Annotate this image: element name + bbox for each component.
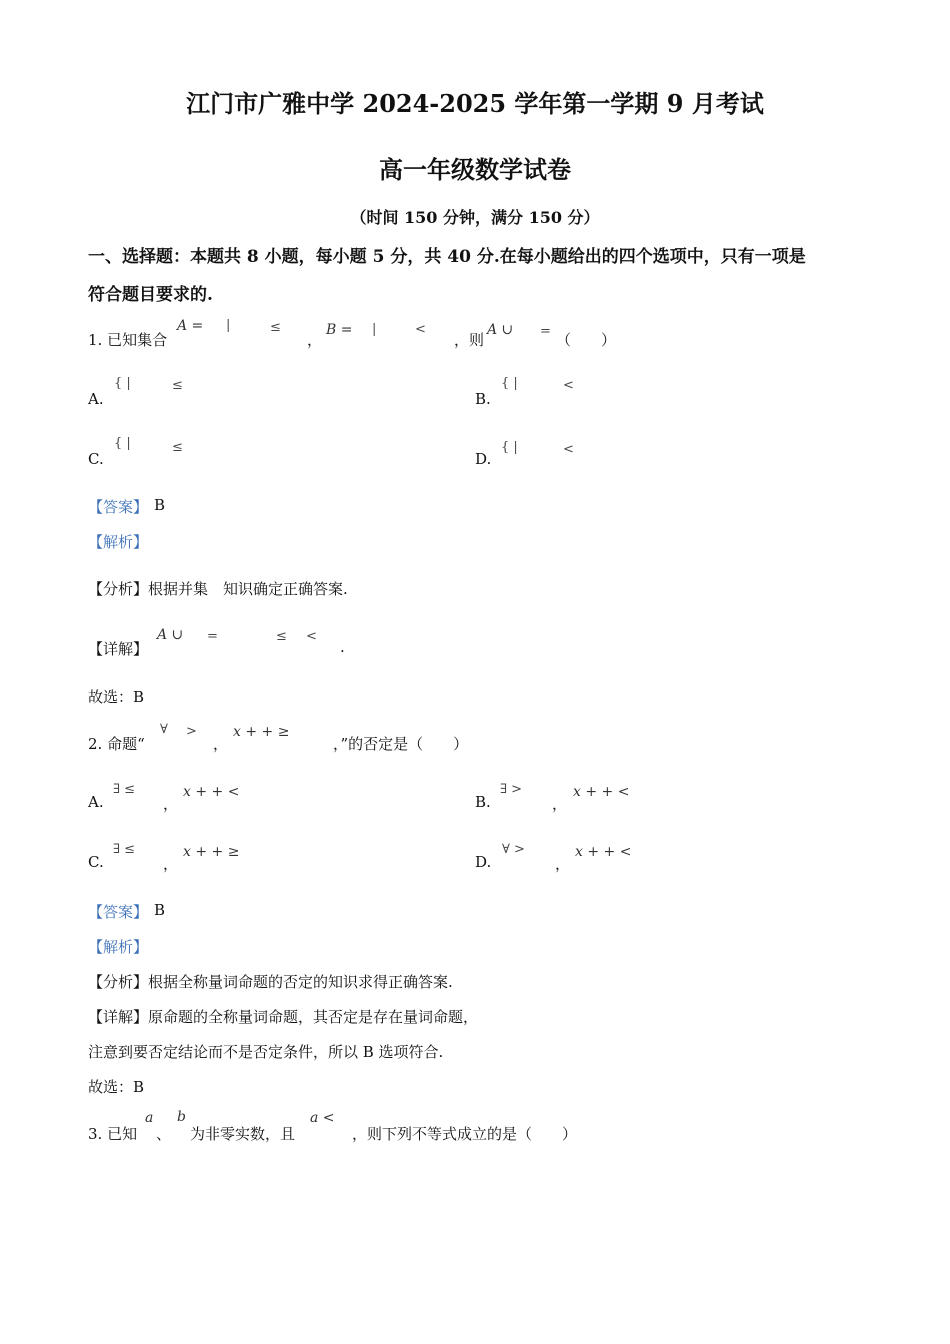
q1-stem-end: （ ） [556, 331, 617, 349]
q1-fenxi: 【分析】根据并集 知识确定正确答案. [88, 580, 348, 598]
answer-value: B [154, 901, 166, 919]
q2-forall: ∀ [160, 722, 168, 737]
option-brace: { | [114, 436, 131, 451]
option-label: C. [88, 450, 104, 468]
option-op: < [563, 378, 574, 393]
detail-label: 【详解】 [88, 640, 149, 658]
option-comma: ， [163, 855, 179, 873]
q1-union-expr: A ∪ [487, 322, 514, 338]
q3-separator: 、 [156, 1125, 172, 1143]
q1-stem-comma: ， [307, 331, 323, 349]
exam-subtitle: 高一年级数学试卷 [379, 155, 571, 184]
q1-choose: 故选：B [88, 688, 145, 706]
option-quantifier: ∃ ≤ [113, 782, 136, 797]
detail-eq: = [207, 629, 218, 644]
option-label: B. [475, 793, 491, 811]
option-brace: { | [501, 376, 518, 391]
option-brace: { | [114, 376, 131, 391]
q2-expr: x + + ≥ [233, 724, 290, 740]
option-label: A. [88, 390, 104, 408]
option-quantifier: ∀ > [502, 842, 525, 857]
q1-stem-then: ，则 [454, 331, 485, 349]
option-label: D. [475, 853, 492, 871]
q1-analysis-label: 【解析】 [88, 533, 149, 551]
q1-set-a-expr: A = [177, 318, 204, 334]
q2-comma: ， [213, 735, 229, 753]
option-expr: x + + < [573, 784, 630, 800]
section-heading-line2: 符合题目要求的. [88, 285, 213, 305]
option-brace: { | [501, 440, 518, 455]
q2-gt: > [186, 724, 197, 739]
q1-stem-prefix: 1. 已知集合 [88, 331, 168, 349]
q2-stem-end: ，”的否定是（ ） [333, 735, 469, 753]
q3-stem-end: ，则下列不等式成立的是（ ） [352, 1125, 578, 1143]
q1-set-a-bar: | [226, 318, 231, 333]
detail-le: ≤ [276, 629, 287, 644]
option-comma: ， [555, 855, 571, 873]
option-op: < [563, 442, 574, 457]
option-label: A. [88, 793, 104, 811]
exam-title: 江门市广雅中学 2024-2025 学年第一学期 9 月考试 [186, 89, 764, 118]
q3-var-b: b [177, 1109, 186, 1125]
q2-choose: 故选：B [88, 1078, 145, 1096]
option-label: C. [88, 853, 104, 871]
q3-stem-prefix: 3. 已知 [88, 1125, 138, 1143]
detail-end: . [340, 638, 345, 656]
option-expr: x + + < [575, 844, 632, 860]
option-op: ≤ [172, 378, 183, 393]
time-info: （时间 150 分钟，满分 150 分） [350, 208, 600, 227]
answer-label: 【答案】 [88, 498, 149, 516]
q3-condition: a < [310, 1110, 335, 1126]
option-expr: x + + < [183, 784, 240, 800]
option-label: B. [475, 390, 491, 408]
q1-set-b-bar: | [372, 322, 377, 337]
q2-detail-line2: 注意到要否定结论而不是否定条件，所以 B 选项符合. [88, 1043, 444, 1061]
option-expr: x + + ≥ [183, 844, 240, 860]
q1-set-b-lt: < [415, 322, 426, 337]
section-heading-line1: 一、选择题：本题共 8 小题，每小题 5 分，共 40 分.在每小题给出的四个选项中，只有一项是 [88, 247, 806, 267]
q1-set-a-le: ≤ [270, 320, 281, 335]
option-op: ≤ [172, 440, 183, 455]
detail-union: A ∪ [157, 627, 184, 643]
option-quantifier: ∃ ≤ [113, 842, 136, 857]
q2-fenxi: 【分析】根据全称量词命题的否定的知识求得正确答案. [88, 973, 453, 991]
q2-detail-line1: 【详解】原命题的全称量词命题，其否定是存在量词命题， [88, 1008, 479, 1026]
q1-set-b-expr: B = [326, 322, 353, 338]
q3-stem-mid: 为非零实数，且 [190, 1125, 296, 1143]
option-comma: ， [552, 795, 568, 813]
q2-analysis-label: 【解析】 [88, 938, 149, 956]
q3-var-a: a [145, 1110, 154, 1126]
option-quantifier: ∃ > [500, 782, 523, 797]
option-comma: ， [163, 795, 179, 813]
detail-lt: < [306, 629, 317, 644]
q2-stem-prefix: 2. 命题“ [88, 735, 145, 753]
answer-value: B [154, 496, 166, 514]
q1-union-eq: = [540, 324, 551, 339]
answer-label: 【答案】 [88, 903, 149, 921]
option-label: D. [475, 450, 492, 468]
